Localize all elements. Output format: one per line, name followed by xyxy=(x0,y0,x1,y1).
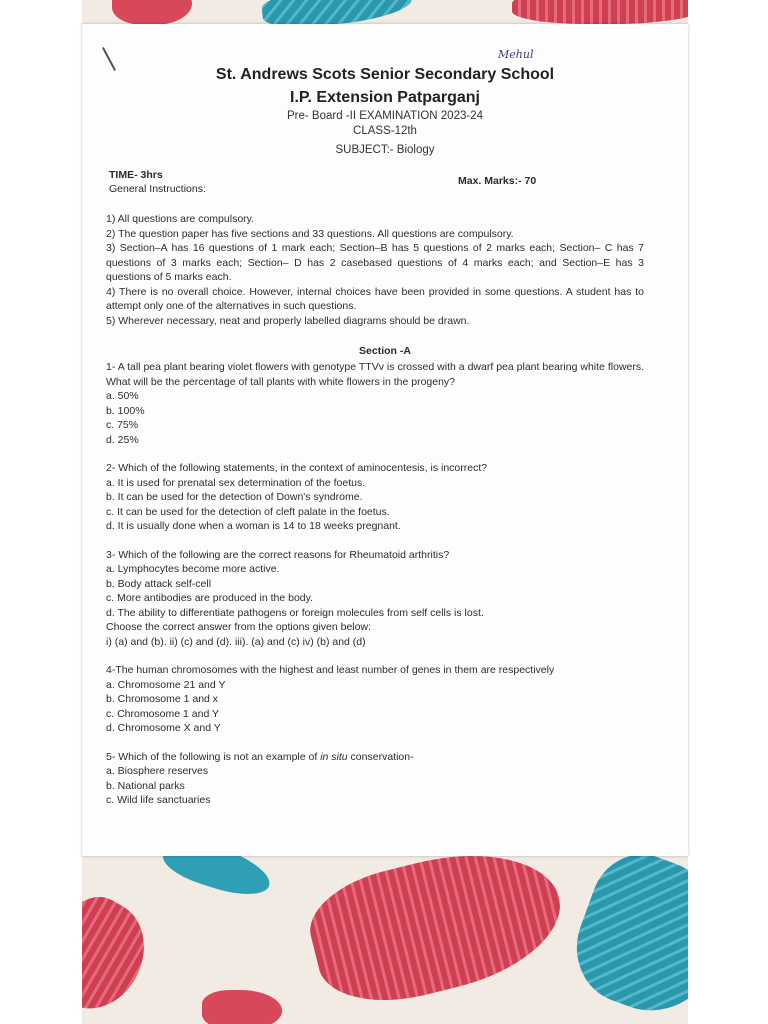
option: b. It can be used for the detection of Down's syndrome. xyxy=(106,491,363,503)
fabric-pattern-red xyxy=(300,832,574,1019)
question-2 xyxy=(106,461,644,534)
time-label: TIME- 3hrs xyxy=(109,169,163,181)
question-stem: 4-The human chromosomes with the highest and least number of genes in them are respectively xyxy=(106,664,555,676)
option: b. 100% xyxy=(106,404,145,417)
school-branch: I.P. Extension Patparganj xyxy=(290,89,480,106)
handwritten-note: Mehul xyxy=(498,48,534,61)
question-stem: 5- Which of the following is not an example of in situ conservation- xyxy=(106,750,414,763)
option: b. Body attack self-cell xyxy=(106,577,212,590)
option: a. Biosphere reserves xyxy=(106,765,209,777)
exam-paper xyxy=(82,24,688,856)
fabric-pattern-red xyxy=(202,990,282,1024)
question-stem: 1- A tall pea plant bearing violet flowers with genotype TTVv is crossed with a dwarf pea plant bearing white flowers. What will be the percentage of tall plants with white flowers in the progeny? xyxy=(106,361,644,388)
question-3 xyxy=(106,548,644,650)
option: d. Chromosome X and Y xyxy=(106,722,221,734)
option-instruction: Choose the correct answer from the options given below: xyxy=(106,621,371,633)
max-marks-label: Max. Marks:- 70 xyxy=(458,175,537,187)
option: d. 25% xyxy=(106,433,139,446)
fabric-pattern-red xyxy=(512,0,688,24)
option: c. More antibodies are produced in the body. xyxy=(106,592,314,604)
fabric-pattern-red xyxy=(82,885,163,1024)
option: d. It is usually done when a woman is 14 to 18 weeks pregnant. xyxy=(106,520,401,532)
question-4 xyxy=(106,663,644,736)
fabric-pattern-teal xyxy=(561,841,688,1024)
option: c. Chromosome 1 and Y xyxy=(106,707,220,720)
instruction-item: 3) Section–A has 16 questions of 1 mark each; Section–B has 5 questions of 2 marks each; Section– C has 7 questions of 3 marks each; Section– D has 2 casebased questions of 4 marks each; and Section–E has 3 questions of 5 marks each. xyxy=(106,242,644,283)
section-heading: Section -A xyxy=(359,345,411,357)
instruction-item: 2) The question paper has five sections and 33 questions. All questions are compulsory. xyxy=(106,227,514,240)
option-choices: i) (a) and (b). ii) (c) and (d). iii). (a) and (c) iv) (b) and (d) xyxy=(106,635,366,648)
option: a. Chromosome 21 and Y xyxy=(106,678,226,691)
instruction-item: 1) All questions are compulsory. xyxy=(106,213,255,225)
option: a. 50% xyxy=(106,390,139,402)
option: c. Wild life sanctuaries xyxy=(106,794,211,806)
instruction-item: 4) There is no overall choice. However, internal choices have been provided in some questions. A student has to attempt only one of the alternatives in such questions. xyxy=(106,285,644,312)
question-5 xyxy=(106,750,644,808)
class-label: CLASS-12th xyxy=(353,125,417,137)
option: c. It can be used for the detection of cleft palate in the foetus. xyxy=(106,505,390,518)
option: a. Lymphocytes become more active. xyxy=(106,563,280,575)
option: d. The ability to differentiate pathogens or foreign molecules from self cells is lost. xyxy=(106,606,484,619)
option: c. 75% xyxy=(106,419,139,431)
option: b. Chromosome 1 and x xyxy=(106,693,219,705)
fabric-pattern-red xyxy=(112,0,192,25)
school-name: St. Andrews Scots Senior Secondary School xyxy=(215,66,555,83)
question-1 xyxy=(106,360,644,447)
option: b. National parks xyxy=(106,779,185,792)
questions xyxy=(106,360,644,808)
instructions-heading: General Instructions: xyxy=(109,183,206,195)
exam-title: Pre- Board -II EXAMINATION 2023-24 xyxy=(287,110,483,122)
question-stem: 3- Which of the following are the correct reasons for Rheumatoid arthritis? xyxy=(106,548,450,561)
question-stem: 2- Which of the following statements, in the context of aminocentesis, is incorrect? xyxy=(106,462,488,474)
instruction-item: 5) Wherever necessary, neat and properly labelled diagrams should be drawn. xyxy=(106,314,470,327)
instructions-list xyxy=(106,212,644,328)
option: a. It is used for prenatal sex determination of the foetus. xyxy=(106,476,366,489)
subject-label: SUBJECT:- Biology xyxy=(335,144,435,156)
